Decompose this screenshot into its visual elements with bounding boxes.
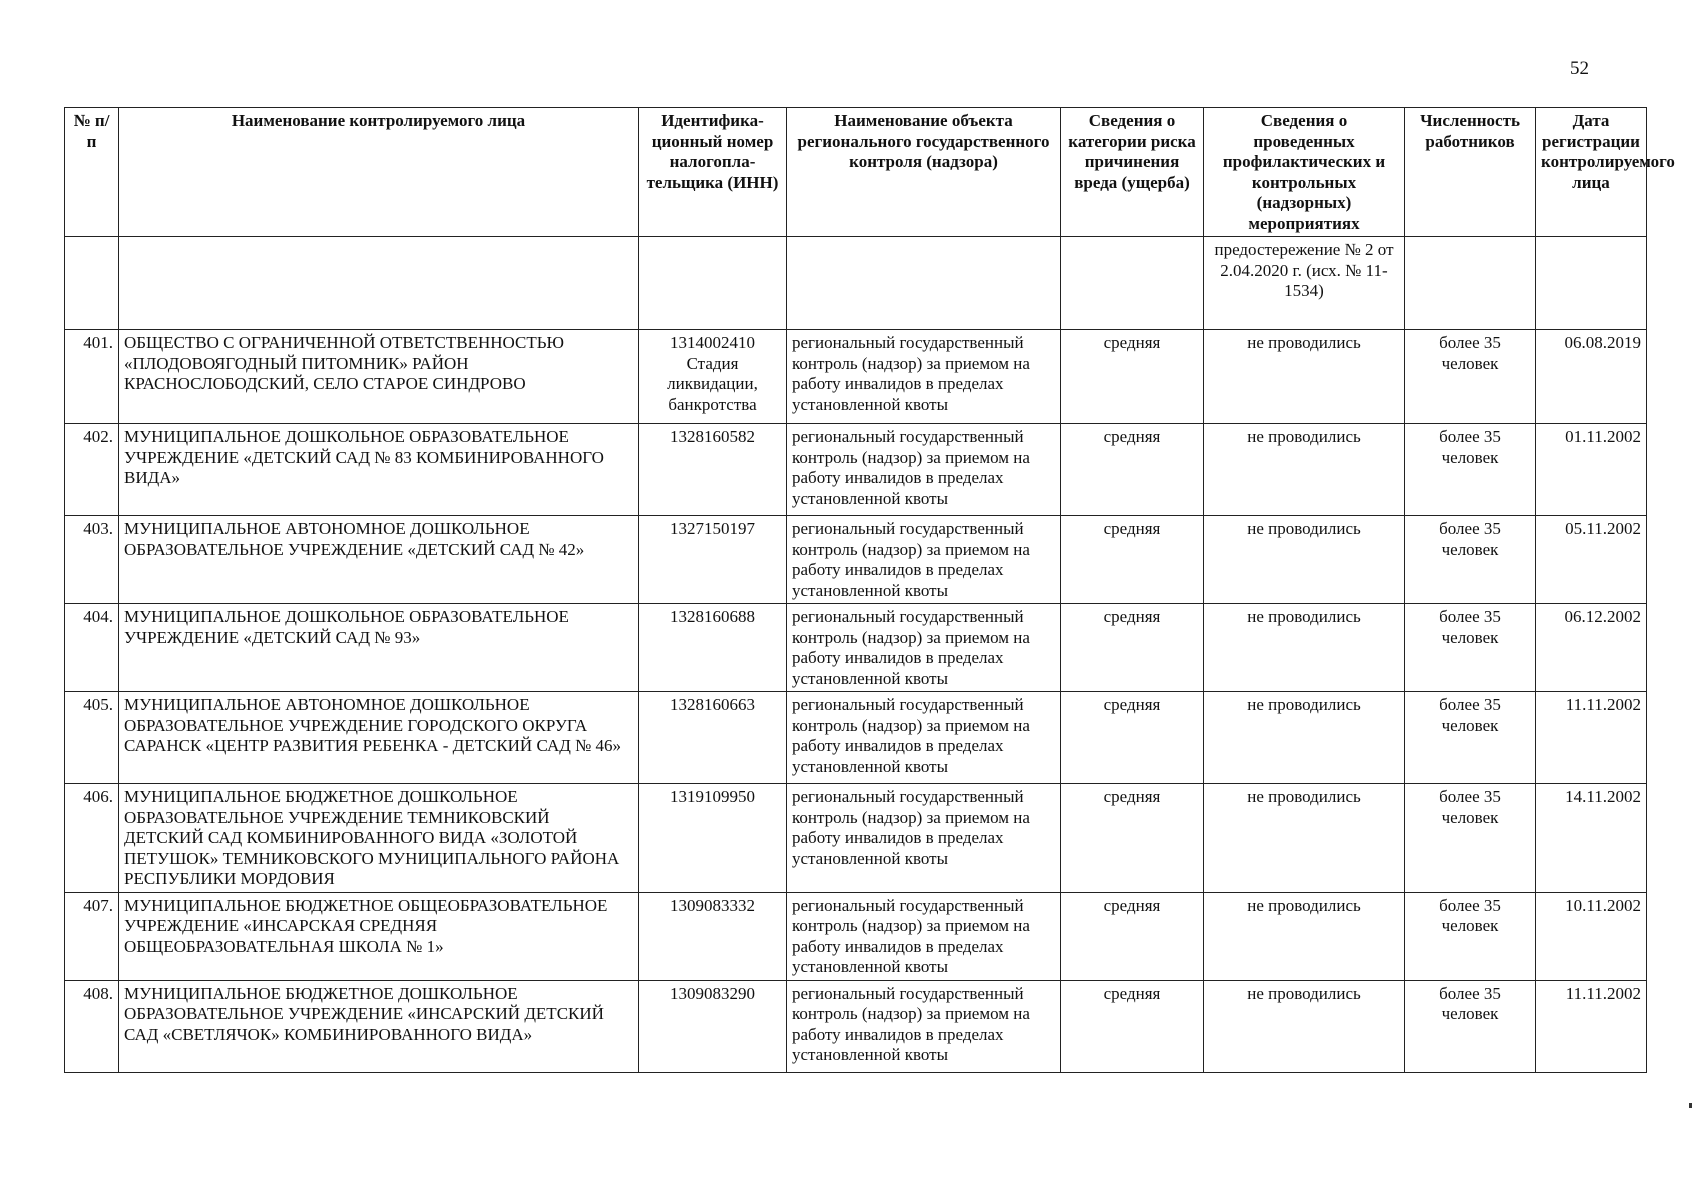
cell-date: 06.08.2019 [1536, 330, 1647, 424]
header-preventive: Сведения о проведенных профилактических и контрольных (надзорных) мероприятиях [1204, 108, 1405, 237]
cell-preventive: не проводились [1204, 892, 1405, 980]
cell-object: региональный государственный контроль (надзор) за приемом на работу инвалидов в пределах установленной квоты [787, 424, 1061, 516]
table-header [65, 108, 1675, 237]
cell-preventive: не проводились [1204, 692, 1405, 784]
cell-staff: более 35 человек [1405, 692, 1536, 784]
header-staff: Численность работников [1405, 108, 1536, 237]
cell-inn: 1309083290 [639, 980, 787, 1072]
cell-object: региональный государственный контроль (надзор) за приемом на работу инвалидов в пределах установленной квоты [787, 892, 1061, 980]
cell-preventive: не проводились [1204, 784, 1405, 893]
cell-num: 408. [65, 980, 119, 1072]
cell-risk: средняя [1061, 980, 1204, 1072]
cell-inn: 1328160688 [639, 604, 787, 692]
cell-name: ОБЩЕСТВО С ОГРАНИЧЕННОЙ ОТВЕТСТВЕННОСТЬЮ «ПЛОДОВОЯГОДНЫЙ ПИТОМНИК» РАЙОН КРАСНОСЛОБОДСКИЙ, СЕЛО СТАРОЕ СИНДРОВО [119, 330, 639, 424]
cell-empty [1536, 237, 1647, 330]
cell-staff: более 35 человек [1405, 424, 1536, 516]
cell-object: региональный государственный контроль (надзор) за приемом на работу инвалидов в пределах установленной квоты [787, 330, 1061, 424]
cell-num: 407. [65, 892, 119, 980]
scan-mark [1689, 1103, 1692, 1108]
cell-date: 11.11.2002 [1536, 980, 1647, 1072]
cell-preventive: не проводились [1204, 516, 1405, 604]
cell-risk: средняя [1061, 692, 1204, 784]
cell-empty [119, 237, 639, 330]
cell-object: региональный государственный контроль (надзор) за приемом на работу инвалидов в пределах установленной квоты [787, 604, 1061, 692]
table-row [65, 424, 1647, 516]
cell-date: 05.11.2002 [1536, 516, 1647, 604]
cell-staff: более 35 человек [1405, 892, 1536, 980]
cell-inn: 1314002410 Стадия ликвидации, банкротства [639, 330, 787, 424]
cell-inn: 1309083332 [639, 892, 787, 980]
header-inn: Идентифика-ционный номер налогопла-тельщика (ИНН) [639, 108, 787, 237]
cell-risk: средняя [1061, 892, 1204, 980]
cell-date: 06.12.2002 [1536, 604, 1647, 692]
cell-num: 406. [65, 784, 119, 893]
cell-name: МУНИЦИПАЛЬНОЕ БЮДЖЕТНОЕ ОБЩЕОБРАЗОВАТЕЛЬНОЕ УЧРЕЖДЕНИЕ «ИНСАРСКАЯ СРЕДНЯЯ ОБЩЕОБРАЗОВАТЕЛЬНАЯ ШКОЛА № 1» [119, 892, 639, 980]
cell-object: региональный государственный контроль (надзор) за приемом на работу инвалидов в пределах установленной квоты [787, 980, 1061, 1072]
cell-object: региональный государственный контроль (надзор) за приемом на работу инвалидов в пределах установленной квоты [787, 784, 1061, 893]
cell-date: 11.11.2002 [1536, 692, 1647, 784]
cell-name: МУНИЦИПАЛЬНОЕ БЮДЖЕТНОЕ ДОШКОЛЬНОЕ ОБРАЗОВАТЕЛЬНОЕ УЧРЕЖДЕНИЕ ТЕМНИКОВСКИЙ ДЕТСКИЙ САД КОМБИНИРОВАННОГО ВИДА «ЗОЛОТОЙ ПЕТУШОК» ТЕМНИКОВСКОГО МУНИЦИПАЛЬНОГО РАЙОНА РЕСПУБЛИКИ МОРДОВИЯ [119, 784, 639, 893]
cell-inn: 1328160582 [639, 424, 787, 516]
cell-preventive: не проводились [1204, 604, 1405, 692]
cell-risk: средняя [1061, 604, 1204, 692]
cell-preventive: не проводились [1204, 980, 1405, 1072]
cell-num: 404. [65, 604, 119, 692]
cell-staff: более 35 человек [1405, 980, 1536, 1072]
page-number: 52 [1570, 58, 1589, 79]
cell-date: 10.11.2002 [1536, 892, 1647, 980]
cell-staff: более 35 человек [1405, 604, 1536, 692]
cell-object: региональный государственный контроль (надзор) за приемом на работу инвалидов в пределах установленной квоты [787, 692, 1061, 784]
table-row [65, 516, 1647, 604]
cell-staff: более 35 человек [1405, 784, 1536, 893]
cell-num: 405. [65, 692, 119, 784]
cell-object: региональный государственный контроль (надзор) за приемом на работу инвалидов в пределах установленной квоты [787, 516, 1061, 604]
cell-empty [1405, 237, 1536, 330]
cell-date: 01.11.2002 [1536, 424, 1647, 516]
table-row [65, 330, 1647, 424]
cell-empty [65, 237, 119, 330]
header-object: Наименование объекта регионального государственного контроля (надзора) [787, 108, 1061, 237]
cell-empty [1061, 237, 1204, 330]
cell-risk: средняя [1061, 424, 1204, 516]
cell-preventive: предостережение № 2 от 2.04.2020 г. (исх. № 11-1534) [1204, 237, 1405, 330]
cell-num: 401. [65, 330, 119, 424]
cell-risk: средняя [1061, 784, 1204, 893]
cell-name: МУНИЦИПАЛЬНОЕ ДОШКОЛЬНОЕ ОБРАЗОВАТЕЛЬНОЕ УЧРЕЖДЕНИЕ «ДЕТСКИЙ САД № 93» [119, 604, 639, 692]
header-num: № п/п [65, 108, 119, 237]
cell-num: 402. [65, 424, 119, 516]
cell-name: МУНИЦИПАЛЬНОЕ АВТОНОМНОЕ ДОШКОЛЬНОЕ ОБРАЗОВАТЕЛЬНОЕ УЧРЕЖДЕНИЕ ГОРОДСКОГО ОКРУГА САРАНСК «ЦЕНТР РАЗВИТИЯ РЕБЕНКА - ДЕТСКИЙ САД № 46» [119, 692, 639, 784]
table-row [65, 980, 1647, 1072]
header-date: Дата регистрации контролируемого лица [1536, 108, 1647, 237]
cell-empty [787, 237, 1061, 330]
table-row [65, 784, 1647, 893]
table-row [65, 604, 1647, 692]
cell-name: МУНИЦИПАЛЬНОЕ БЮДЖЕТНОЕ ДОШКОЛЬНОЕ ОБРАЗОВАТЕЛЬНОЕ УЧРЕЖДЕНИЕ «ИНСАРСКИЙ ДЕТСКИЙ САД «СВЕТЛЯЧОК» КОМБИНИРОВАННОГО ВИДА» [119, 980, 639, 1072]
cell-risk: средняя [1061, 516, 1204, 604]
cell-num: 403. [65, 516, 119, 604]
continuation-row [65, 237, 1647, 330]
table-row [65, 692, 1647, 784]
cell-name: МУНИЦИПАЛЬНОЕ АВТОНОМНОЕ ДОШКОЛЬНОЕ ОБРАЗОВАТЕЛЬНОЕ УЧРЕЖДЕНИЕ «ДЕТСКИЙ САД № 42» [119, 516, 639, 604]
register-table [64, 107, 1675, 1073]
cell-inn: 1327150197 [639, 516, 787, 604]
cell-preventive: не проводились [1204, 330, 1405, 424]
cell-inn: 1328160663 [639, 692, 787, 784]
table-row [65, 892, 1647, 980]
cell-risk: средняя [1061, 330, 1204, 424]
cell-preventive: не проводились [1204, 424, 1405, 516]
cell-name: МУНИЦИПАЛЬНОЕ ДОШКОЛЬНОЕ ОБРАЗОВАТЕЛЬНОЕ УЧРЕЖДЕНИЕ «ДЕТСКИЙ САД № 83 КОМБИНИРОВАННОГО ВИДА» [119, 424, 639, 516]
cell-empty [639, 237, 787, 330]
header-name: Наименование контролируемого лица [119, 108, 639, 237]
cell-staff: более 35 человек [1405, 330, 1536, 424]
header-risk: Сведения о категории риска причинения вреда (ущерба) [1061, 108, 1204, 237]
cell-date: 14.11.2002 [1536, 784, 1647, 893]
cell-staff: более 35 человек [1405, 516, 1536, 604]
cell-inn: 1319109950 [639, 784, 787, 893]
